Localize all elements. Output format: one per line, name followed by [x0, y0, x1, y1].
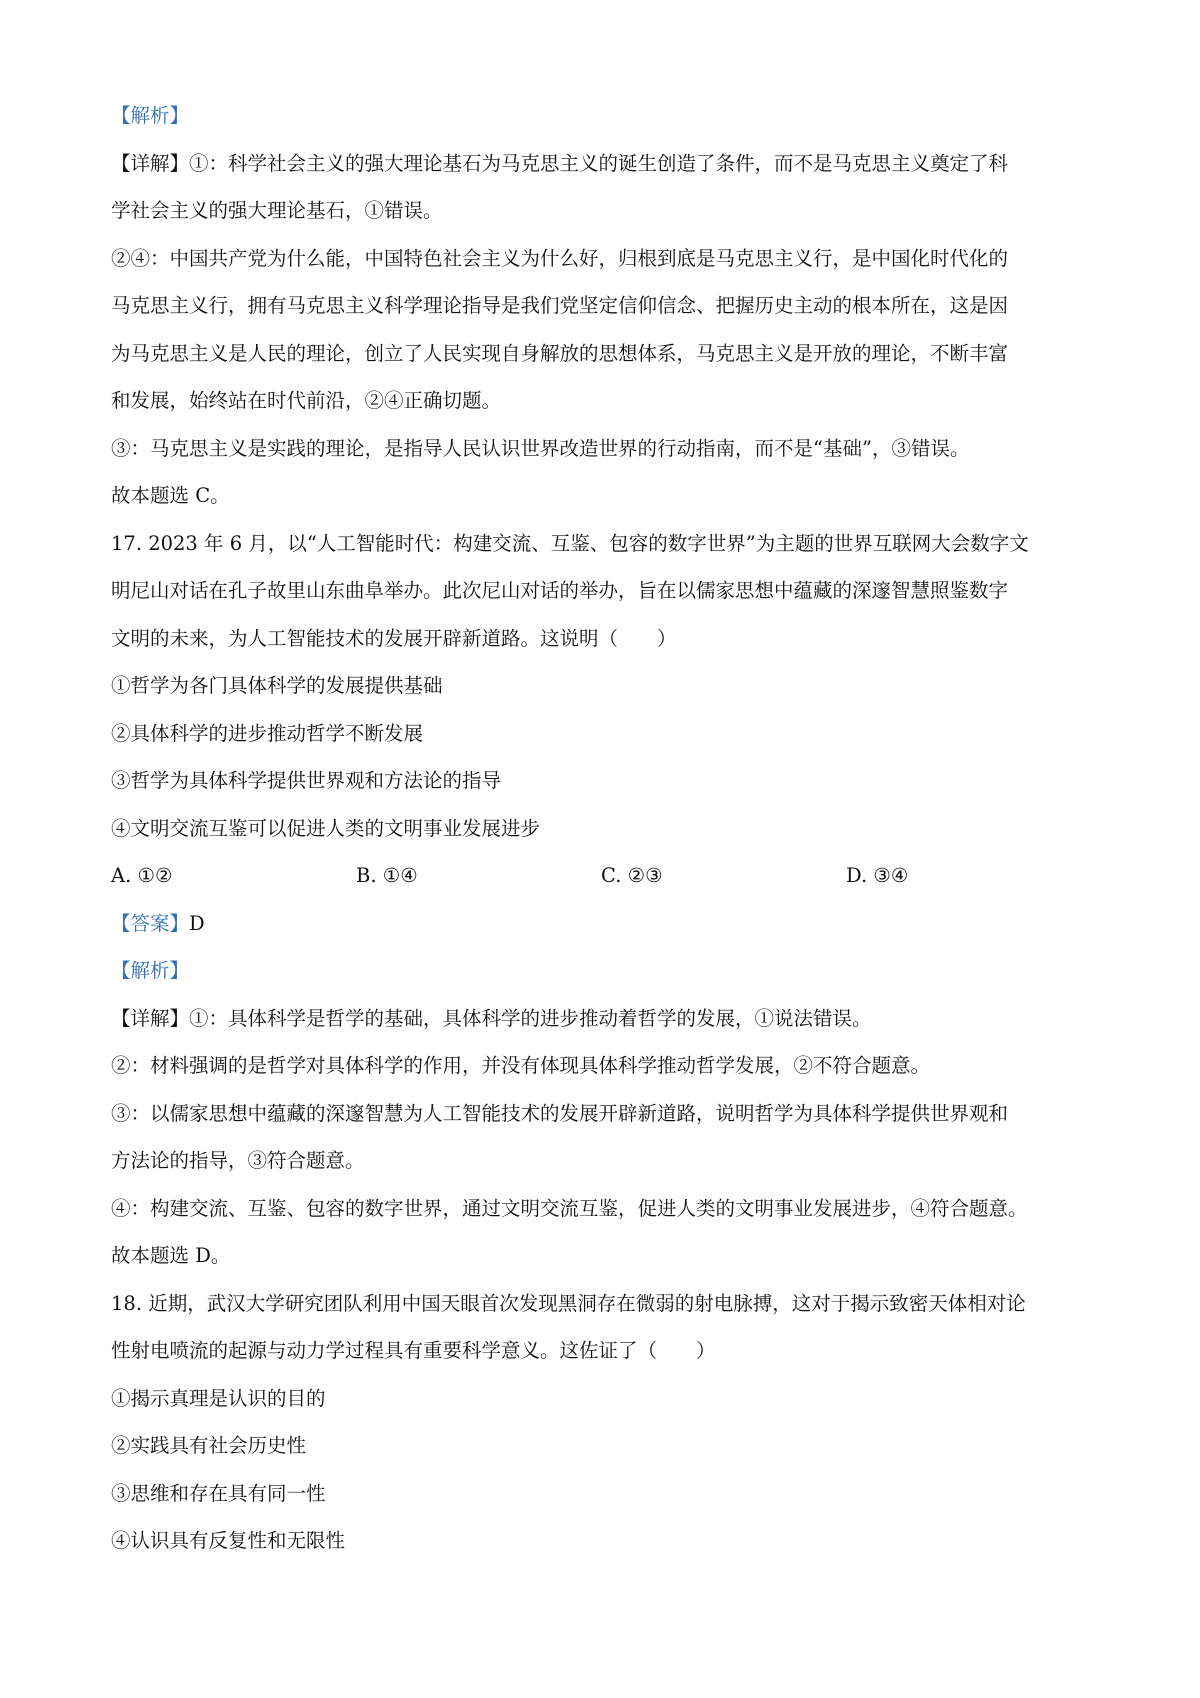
option-d: D. ③④ [846, 864, 909, 887]
question-stem-line: 性射电喷流的起源与动力学过程具有重要科学意义。这佐证了（ ） [111, 1339, 716, 1362]
text-line: 马克思主义行，拥有马克思主义科学理论指导是我们党坚定信仰信念、把握历史主动的根本所在，这是因 [111, 294, 1009, 317]
detail-paragraph [111, 995, 1095, 1043]
detail-tag: 【详解】 [111, 1006, 190, 1030]
answer-value: D [189, 911, 205, 935]
text-line: 方法论的指导，③符合题意。 [111, 1149, 365, 1172]
statement-item: ③思维和存在具有同一性 [111, 1481, 326, 1505]
question-stem-line: 18. 近期，武汉大学研究团队利用中国天眼首次发现黑洞存在微弱的射电脉搏，这对于揭示致密天体相对论 [111, 1291, 1026, 1315]
conclusion-line: 故本题选 C。 [111, 484, 230, 507]
question-stem-line: 文明的未来，为人工智能技术的发展开辟新道路。这说明（ ） [111, 626, 677, 650]
analysis-tag: 【解析】 [111, 104, 190, 127]
analysis-heading [111, 92, 1095, 140]
option-a: A. ①② [111, 864, 173, 887]
statement-item: ①揭示真理是认识的目的 [111, 1386, 326, 1410]
statement-item: ③哲学为具体科学提供世界观和方法论的指导 [111, 769, 502, 792]
option-c: C. ②③ [601, 864, 663, 887]
text-line: ①：具体科学是哲学的基础，具体科学的进步推动着哲学的发展，①说法错误。 [189, 1006, 872, 1030]
question-stem-line: 17. 2023 年 6 月，以“人工智能时代：构建交流、互鉴、包容的数字世界”为主题的世界互联网大会数字文 [111, 531, 1029, 555]
text-line: ②④：中国共产党为什么能，中国特色社会主义为什么好，归根到底是马克思主义行，是中国化时代化的 [111, 246, 1009, 270]
statement-item: ④文明交流互鉴可以促进人类的文明事业发展进步 [111, 816, 541, 840]
text-line: ③：以儒家思想中蕴藏的深邃智慧为人工智能技术的发展开辟新道路，说明哲学为具体科学提供世界观和 [111, 1101, 1009, 1125]
analysis-tag: 【解析】 [111, 959, 190, 982]
answer-line [111, 900, 1095, 948]
answer-options [111, 852, 1095, 900]
text-line: ②：材料强调的是哲学对具体科学的作用，并没有体现具体科学推动哲学发展，②不符合题意。 [111, 1054, 931, 1077]
analysis-heading [111, 947, 1095, 995]
document-body [111, 92, 1095, 1565]
statement-item: ④认识具有反复性和无限性 [111, 1529, 346, 1552]
question-stem-line: 明尼山对话在孔子故里山东曲阜举办。此次尼山对话的举办，旨在以儒家思想中蕴藏的深邃智慧照鉴数字 [111, 579, 1009, 602]
detail-paragraph [111, 140, 1095, 188]
text-line: 为马克思主义是人民的理论，创立了人民实现自身解放的思想体系，马克思主义是开放的理论，不断丰富 [111, 341, 1009, 365]
text-line: ④：构建交流、互鉴、包容的数字世界，通过文明交流互鉴，促进人类的文明事业发展进步，④符合题意。 [111, 1196, 1028, 1220]
statement-item: ①哲学为各门具体科学的发展提供基础 [111, 674, 443, 697]
text-line: 和发展，始终站在时代前沿，②④正确切题。 [111, 389, 502, 412]
text-line: ③：马克思主义是实践的理论，是指导人民认识世界改造世界的行动指南，而不是“基础”，③错误。 [111, 436, 970, 460]
text-line: 学社会主义的强大理论基石，①错误。 [111, 199, 443, 222]
statement-item: ②具体科学的进步推动哲学不断发展 [111, 721, 424, 745]
conclusion-line: 故本题选 D。 [111, 1244, 231, 1267]
detail-tag: 【详解】 [111, 151, 190, 175]
statement-item: ②实践具有社会历史性 [111, 1434, 307, 1457]
text-line: ①：科学社会主义的强大理论基石为马克思主义的诞生创造了条件，而不是马克思主义奠定了科 [189, 151, 1009, 175]
answer-tag: 【答案】 [111, 911, 190, 935]
option-b: B. ①④ [356, 864, 418, 887]
